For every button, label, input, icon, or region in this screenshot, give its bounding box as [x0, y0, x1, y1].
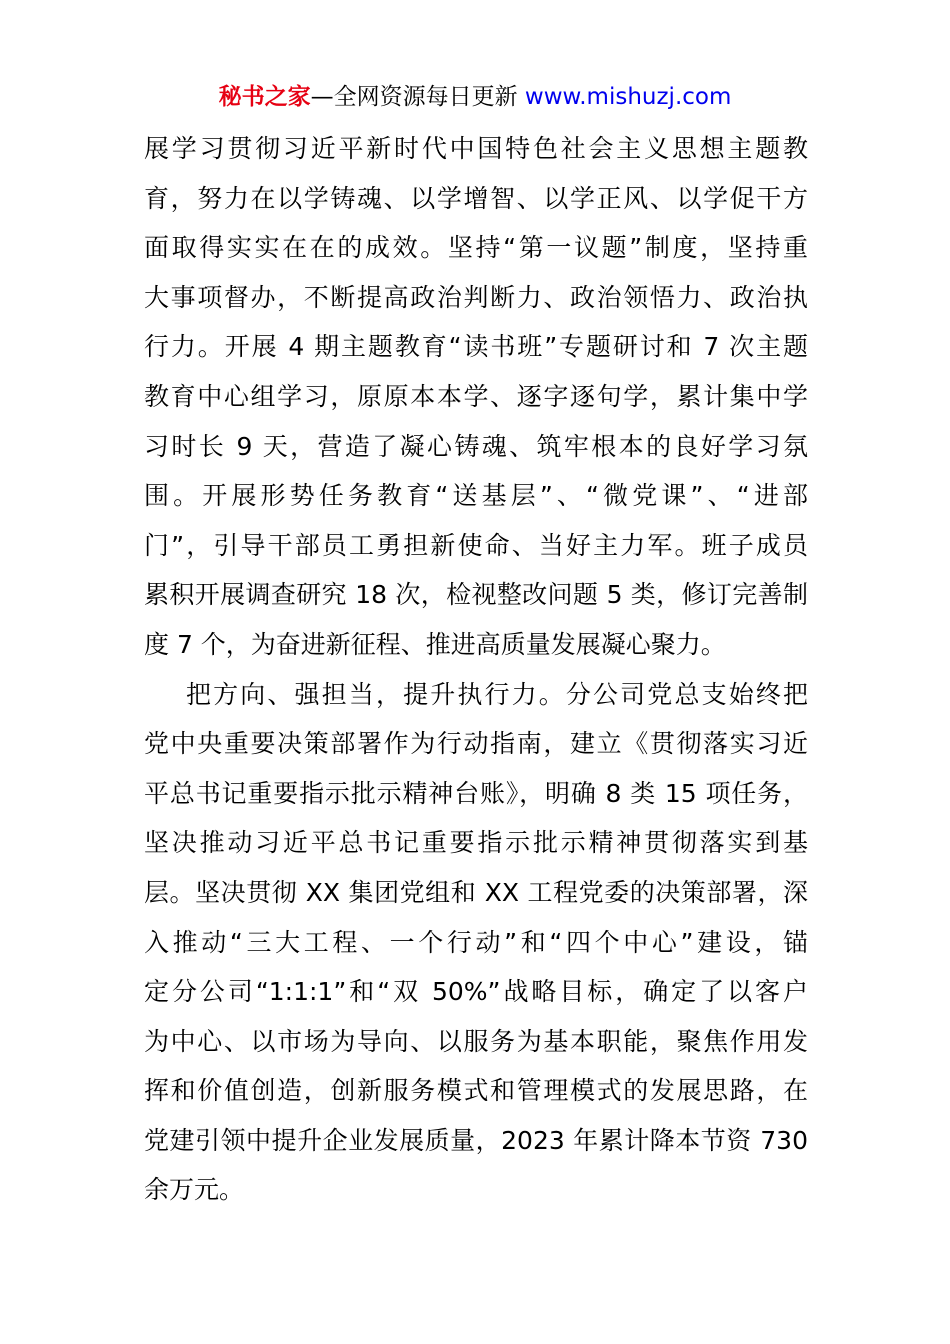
text-line: 党中央重要决策部署作为行动指南，建立《贯彻落实习近 [144, 729, 808, 759]
text-line: 门”，引导干部员工勇担新使命、当好主力军。班子成员 [144, 530, 808, 560]
text-line: 教育中心组学习，原原本本学、逐字逐句学，累计集中学 [144, 381, 808, 411]
text-line: 大事项督办，不断提高政治判断力、政治领悟力、政治执 [144, 282, 808, 312]
paragraph-1 [144, 124, 808, 670]
document-body [144, 124, 808, 1215]
text-line: 行力。开展 4 期主题教育“读书班”专题研讨和 7 次主题 [144, 332, 808, 362]
text-line: 习时长 9 天，营造了凝心铸魂、筑牢根本的良好学习氛 [144, 431, 808, 461]
text-line: 面取得实实在在的成效。坚持“第一议题”制度，坚持重 [144, 233, 808, 263]
text-line: 层。坚决贯彻 XX 集团党组和 XX 工程党委的决策部署，深 [144, 877, 808, 907]
text-line: 坚决推动习近平总书记重要指示批示精神贯彻落实到基 [144, 828, 808, 858]
text-line: 余万元。 [144, 1175, 245, 1205]
text-line: 为中心、以市场为导向、以服务为基本职能，聚焦作用发 [144, 1026, 808, 1056]
text-line: 定分公司“1:1:1”和“双 50%”战略目标，确定了以客户 [144, 977, 808, 1007]
site-tagline: —全网资源每日更新 [310, 84, 525, 110]
text-line: 党建引领中提升企业发展质量，2023 年累计降本节资 730 [144, 1125, 808, 1155]
site-brand: 秘书之家 [218, 84, 311, 110]
text-line: 围。开展形势任务教育“送基层”、“微党课”、“进部 [144, 481, 808, 511]
text-line: 把方向、强担当，提升执行力。分公司党总支始终把 [186, 679, 808, 709]
text-line: 累积开展调查研究 18 次，检视整改问题 5 类，修订完善制 [144, 580, 808, 610]
text-line: 育，努力在以学铸魂、以学增智、以学正风、以学促干方 [144, 183, 808, 213]
text-line: 展学习贯彻习近平新时代中国特色社会主义思想主题教 [144, 134, 808, 163]
page-header [0, 80, 950, 114]
text-line: 入推动“三大工程、一个行动”和“四个中心”建设，锚 [144, 927, 808, 957]
site-url-link[interactable]: www.mishuzj.com [524, 84, 732, 110]
text-line: 度 7 个，为奋进新征程、推进高质量发展凝心聚力。 [144, 629, 726, 659]
paragraph-2 [144, 670, 808, 1216]
text-line: 平总书记重要指示批示精神台账》，明确 8 类 15 项任务， [144, 778, 808, 808]
text-line: 挥和价值创造，创新服务模式和管理模式的发展思路，在 [144, 1076, 808, 1106]
